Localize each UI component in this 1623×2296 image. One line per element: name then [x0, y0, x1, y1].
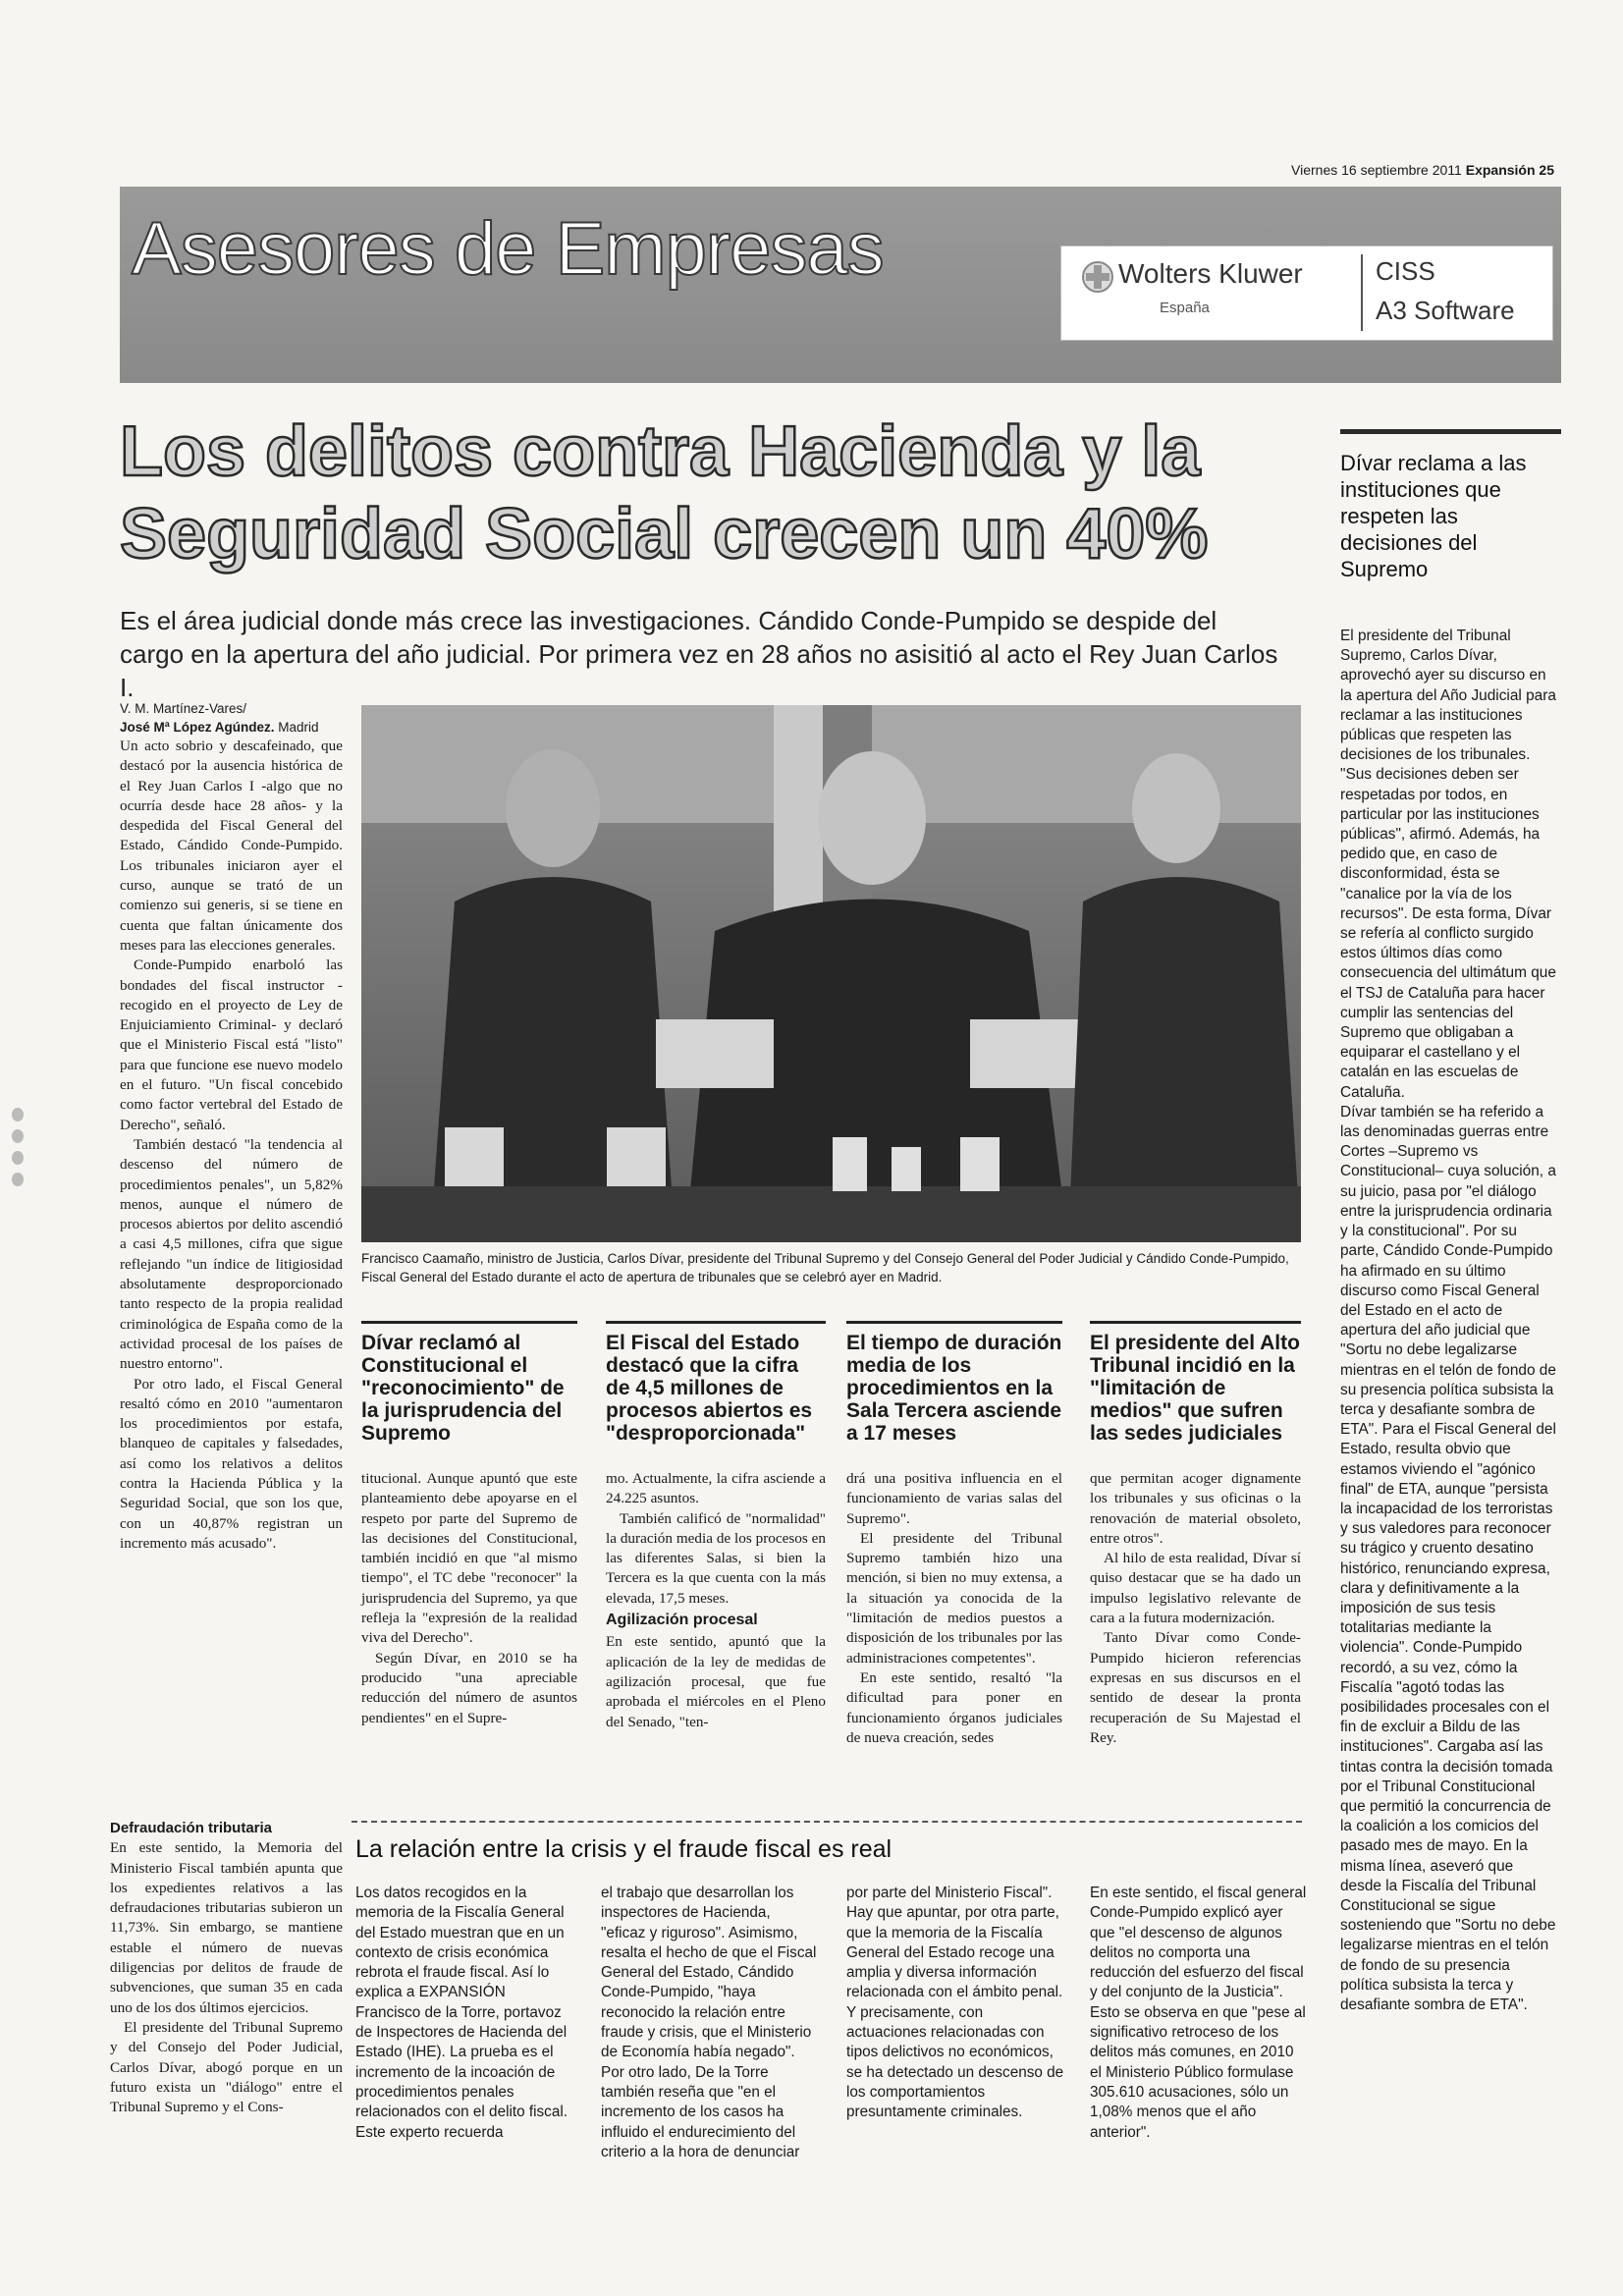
paragraph: Al hilo de esta realidad, Dívar sí quiso destacar que se ha dado un impulso legislativo relevante de cara a la futura modernización.	[1090, 1550, 1301, 1627]
sponsor-logo	[1060, 246, 1553, 341]
binder-hole	[12, 1151, 24, 1165]
paragraph: drá una positiva influencia en el funcionamiento de varias salas del Supremo".	[846, 1470, 1062, 1527]
brand-line-2: A3 Software	[1376, 296, 1515, 325]
paragraph: En este sentido, apuntó que la aplicación de la ley de medidas de agilización procesal, que fue aprobada el miércoles en el Pleno del Senado, "ten-	[606, 1633, 826, 1730]
box-column-4: En este sentido, el fiscal general Conde-Pumpido explicó ayer que "el descenso de algunos delitos no comporta una reducción del esfuerzo del fiscal y del conjunto de la Justicia". Esto se observa en que "pese al significativo retroceso de los delitos más comunes, en 2010 el Ministerio Público formulase 305.610 acusaciones, sólo un 1,08% menos que el año anterior".	[1090, 1885, 1307, 2141]
wolters-kluwer-logo-icon	[1081, 260, 1114, 294]
paragraph: Un acto sobrio y descafeinado, que destacó por la ausencia histórica de el Rey Juan Carlos I -algo que no ocurría desde hace 28 años- y la despedida del Fiscal General del Estado, Cándido Conde-Pumpido. Los tribunales iniciaron ayer el curso, aunque se trató de un comienzo sui generis, si se tiene en cuenta que faltan únicamente dos meses para las elecciones generales.	[120, 738, 343, 954]
photo-caption: Francisco Caamaño, ministro de Justicia, Carlos Dívar, presidente del Tribunal Supremo y del Consejo General del Poder Judicial y Cándido Conde-Pumpido, Fiscal General del Estado durante el acto de apertura de tribunales que se celebró ayer en Madrid.	[361, 1251, 1289, 1285]
box-column-3: por parte del Ministerio Fiscal". Hay que apuntar, por otra parte, que la memoria de la Fiscalía General del Estado recoge una amplia y diversa información relacionada con el ámbito penal. Y precisamente, con actuaciones relacionadas con tipos delictivos no económicos, se ha detectado un descenso de los comportamientos presuntamente criminales.	[846, 1885, 1064, 2121]
article-column-1-continued	[110, 1819, 343, 2117]
paragraph: Por otro lado, el Fiscal General resaltó cómo en 2010 "aumentaron los procedimientos por estafa, blanqueo de capitales y falsedades, así como los relativos a delitos contra la Hacienda Pública y la Seguridad Social, que son los que, con un 40,87% registran un incremento más acusado".	[120, 1375, 343, 1552]
article-column-1	[120, 699, 343, 1554]
box-column-2: el trabajo que desarrollan los inspectores de Hacienda, "eficaz y riguroso". Asimismo, resalta el hecho de que el Fiscal General del Estado, Cándido Conde-Pumpido, "haya reconocido la relación entre fraude y crisis, que el Ministerio de Economía había negado". Por otro lado, De la Torre también reseña que "en el incremento de los casos ha influido el endurecimiento del criterio a la hora de denunciar	[601, 1885, 817, 2160]
paragraph: Según Dívar, en 2010 se ha producido "una apreciable reducción del número de asuntos pendientes" en el Supre-	[361, 1649, 577, 1726]
paragraph: También destacó "la tendencia al descenso del número de procedimientos penales", un 5,82% menos, aunque el número de procesos abiertos por delito ascendió a casi 4,5 millones, cifra que sigue reflejando "un índice de litigiosidad absolutamente desproporcionado tanto respecto de la propia realidad criminológica de España como de la actividad procesal de los países de nuestro entorno".	[120, 1135, 343, 1373]
paragraph: Dívar también se ha referido a las denominadas guerras entre Cortes –Supremo vs Constitucional– cuya solución, a su juicio, pasa por "el diálogo entre la jurisprudencia ordinaria y la constitucional". Por su parte, Cándido Conde-Pumpido ha afirmado en su último discurso como Fiscal General del Estado en el acto de apertura del año judicial que "Sortu no debe legalizarse mientras en el telón de fondo de su presencia política subsista la terca y desafiante sombra de ETA". Para el Fiscal General del Estado, resulta obvio que estamos viviendo el "agónico final" de ETA, aunque "persista la incapacidad de los terroristas y sus valedores para reconocer su trágico y cruento desatino histórico, renunciando expresa, clara y definitivamente a la imposición de sus tesis totalitarias mediante la violencia". Conde-Pumpido recordó, a su vez, cómo la Fiscalía "agotó todas las posibilidades procesales con el fin de excluir a Bildu de las instituciones". Cargaba así las tintas contra la decisión tomada por el Tribunal Constitucional que permitió la concurrencia de la coalición a los comicios del pasado mes de mayo. En la misma línea, aseveró que desde la Fiscalía del Tribunal Constitucional se sigue sosteniendo que "Sortu no debe legalizarse mientras en el telón de fondo de su presencia política subsista la terca y desafiante sombra de ETA".	[1340, 1103, 1556, 2014]
sidebar-rule	[1340, 429, 1561, 434]
article-column-2	[361, 1469, 577, 1728]
highlight-heading-4: El presidente del Alto Tribunal incidió en la "limitación de medios" que sufren las sedes judiciales	[1090, 1321, 1301, 1445]
paragraph: que permitan acoger dignamente los tribunales y sus oficinas o la renovación de material obsoleto, entre otros".	[1090, 1470, 1301, 1547]
issue-date: Viernes 16 septiembre 2011	[1291, 162, 1462, 178]
paragraph: El presidente del Tribunal Supremo y del Consejo del Poder Judicial, Carlos Dívar, abogó porque en un futuro exista un "diálogo" entre el Tribunal Supremo y el Cons-	[110, 2018, 343, 2116]
box-title: La relación entre la crisis y el fraude fiscal es real	[355, 1835, 893, 1863]
box-divider	[352, 1821, 1302, 1824]
date-line	[1291, 162, 1554, 178]
article-column-5	[1090, 1469, 1301, 1748]
brand-name: Wolters Kluwer	[1118, 258, 1303, 289]
photo-illustration	[361, 705, 1301, 1242]
article-subhead: Es el área judicial donde más crece las investigaciones. Cándido Conde-Pumpido se despide del cargo en la apertura del año judicial. Por primera vez en 28 años no asisitió al acto el Rey Juan Carlos I.	[120, 606, 1278, 702]
highlight-heading-2: El Fiscal del Estado destacó que la cifra de 4,5 millones de procesos abiertos es "desproporcionada"	[606, 1321, 826, 1445]
highlight-heading-1: Dívar reclamó al Constitucional el "reconocimiento" de la jurisprudencia del Supremo	[361, 1321, 577, 1445]
subheading-defraud: Defraudación tributaria	[110, 1820, 273, 1836]
subheading-agilizacion: Agilización procesal	[606, 1612, 758, 1629]
brand-country: España	[1160, 300, 1210, 316]
article-column-4	[846, 1469, 1062, 1748]
paragraph: mo. Actualmente, la cifra asciende a 24.225 asuntos.	[606, 1470, 826, 1507]
paragraph: En este sentido, la Memoria del Ministerio Fiscal también apunta que los expedientes relativos a las defraudaciones tributarias subieron un 11,73%. Sin embargo, se mantiene estable el número de nuevas diligencias por delitos de fraude de subvenciones, que suman 35 en cada uno de los dos últimos ejercicios.	[110, 1839, 343, 2016]
binder-hole	[12, 1173, 24, 1186]
sidebar-body	[1340, 627, 1558, 2015]
paragraph: También calificó de "normalidad" la duración media de los procesos en las diferentes Salas, si bien la Tercera es la que cuenta con la más elevada, 17,5 meses.	[606, 1509, 826, 1607]
publication-name: Expansión	[1465, 162, 1536, 178]
byline-author-2: José Mª López Agúndez.	[120, 720, 275, 735]
byline-place: Madrid	[278, 720, 319, 735]
byline-author-1: V. M. Martínez-Vares/	[120, 701, 247, 716]
binder-hole	[12, 1129, 24, 1143]
article-column-3	[606, 1469, 826, 1732]
logo-divider	[1361, 254, 1363, 331]
section-title: Asesores de Empresas	[132, 207, 884, 291]
brand-line-1: CISS	[1376, 256, 1435, 286]
paragraph: Tanto Dívar como Conde-Pumpido hicieron referencias expresas en sus discursos en el sentido de desear la pronta recuperación de Su Majestad el Rey.	[1090, 1629, 1301, 1746]
paragraph: titucional. Aunque apuntó que este planteamiento debe apoyarse en el respeto por parte del Supremo de las decisiones del Constitucional, también incidió en que "al mismo tiempo", el TC debe "reconocer" la jurisprudencia del Supremo, ya que refleja la "expresión de la realidad viva del Derecho".	[361, 1470, 577, 1647]
article-headline: Los delitos contra Hacienda y la Seguridad Social crecen un 40%	[120, 412, 1209, 574]
paragraph: En este sentido, resaltó "la dificultad para poner en funcionamiento órganos judiciales de nueva creación, sedes	[846, 1668, 1062, 1746]
page-number: 25	[1539, 162, 1554, 178]
box-column-1: Los datos recogidos en la memoria de la Fiscalía General del Estado muestran que en un contexto de crisis económica rebrota el fraude fiscal. Así lo explica a EXPANSIÓN Francisco de la Torre, portavoz de Inspectores de Hacienda del Estado (IHE). La prueba es el incremento de la incoación de procedimientos penales relacionados con el delito fiscal. Este experto recuerda	[355, 1885, 568, 2141]
paragraph: El presidente del Tribunal Supremo, Carlos Dívar, aprovechó ayer su discurso en la apertura del Año Judicial para reclamar a las instituciones públicas que respeten las decisiones de los tribunales. "Sus decisiones deben ser respetadas por todos, en particular por las instituciones públicas", afirmó. Además, ha pedido que, en caso de disconformidad, ésta se "canalice por la vía de los recursos". De esta forma, Dívar se refería al conflicto surgido estos últimos días como consecuencia del ultimátum que el TSJ de Cataluña para hacer cumplir las sentencias del Supremo que obligaban a equiparar el castellano y el catalán en las escuelas de Cataluña.	[1340, 628, 1556, 1101]
byline	[120, 699, 343, 737]
paragraph: El presidente del Tribunal Supremo también hizo una mención, si bien no muy extensa, a la situación ya conocida de la "limitación de medios puestos a disposición de los tribunales por las administraciones competentes".	[846, 1529, 1062, 1667]
binder-hole	[12, 1108, 24, 1121]
news-photo	[361, 705, 1301, 1242]
sidebar-headline: Dívar reclama a las instituciones que respeten las decisiones del Supremo	[1340, 451, 1527, 581]
paragraph: Conde-Pumpido enarboló las bondades del fiscal instructor -recogido en el proyecto de Ley de Enjuiciamiento Criminal- y declaró que el Ministerio Fiscal está "listo" para que funcione ese nuevo modelo en el futuro. "Un fiscal concebido como factor vertebral del Estado de Derecho", señaló.	[120, 957, 343, 1133]
highlight-heading-3: El tiempo de duración media de los procedimientos en la Sala Tercera asciende a 17 meses	[846, 1321, 1062, 1445]
